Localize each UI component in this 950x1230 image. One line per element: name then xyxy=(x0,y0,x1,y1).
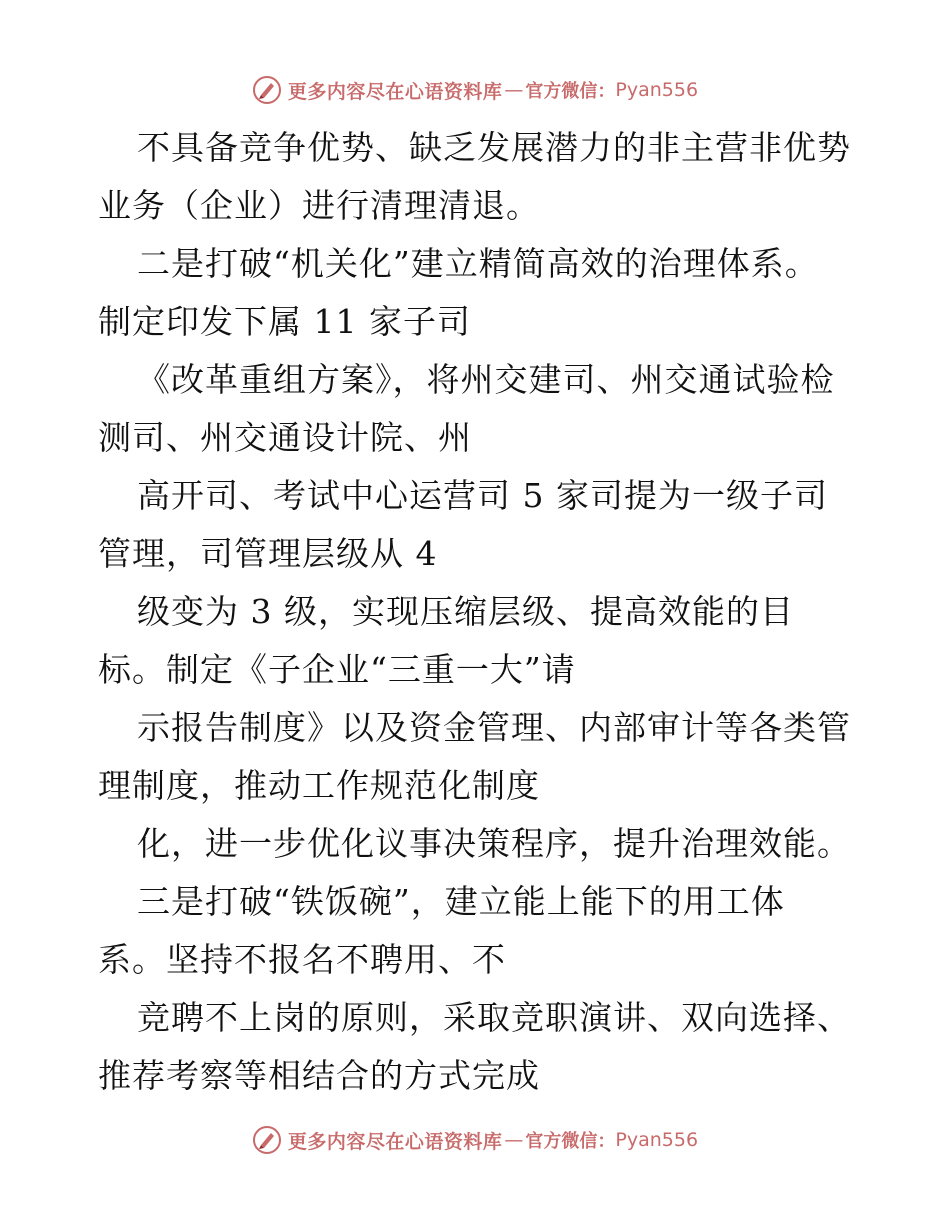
banner-sub-text: 官方微信： xyxy=(525,81,616,102)
text-line: 示报告制度》以及资金管理、内部审计等各类管 xyxy=(137,708,851,747)
text-line: 竞聘不上岗的原则，采取竞职演讲、双向选择、 xyxy=(137,998,851,1037)
text-line: 二是打破“机关化”建立精简高效的治理体系。 xyxy=(137,244,819,283)
text-line: 《改革重组方案》，将州交建司、州交通试验检 xyxy=(137,360,835,399)
banner-wechat-id: Pyan556 xyxy=(615,1129,699,1151)
text-line: 推荐考察等相结合的方式完成 xyxy=(98,1056,540,1095)
pen-logo-icon xyxy=(252,75,282,105)
text-line: 标。制定《子企业“三重一大”请 xyxy=(98,650,576,689)
text-line: 系。坚持不报名不聘用、不 xyxy=(98,940,506,979)
banner-dash: — xyxy=(504,79,524,101)
text-line: 级变为 3 级，实现压缩层级、提高效能的目 xyxy=(137,592,794,631)
text-line: 高开司、考试中心运营司 5 家司提为一级子司 xyxy=(137,476,828,515)
text-line: 制定印发下属 11 家子司 xyxy=(98,302,471,341)
banner-wechat-id: Pyan556 xyxy=(615,79,699,101)
text-line: 测司、州交通设计院、州 xyxy=(98,418,472,457)
banner-main-text: 更多内容尽在心语资料库 xyxy=(287,1130,503,1153)
banner-sub-text: 官方微信： xyxy=(525,1131,616,1152)
banner-dash: — xyxy=(504,1129,524,1151)
text-line: 理制度，推动工作规范化制度 xyxy=(98,766,540,805)
footer-banner xyxy=(0,1120,950,1160)
pen-logo-icon xyxy=(252,1125,282,1155)
text-line: 管理，司管理层级从 4 xyxy=(98,534,438,573)
text-line: 三是打破“铁饭碗”，建立能上能下的用工体 xyxy=(137,882,785,921)
text-line: 业务（企业）进行清理清退。 xyxy=(98,186,540,225)
text-line: 不具备竞争优势、缺乏发展潜力的非主营非优势 xyxy=(137,128,851,167)
banner-main-text: 更多内容尽在心语资料库 xyxy=(287,80,503,103)
text-line: 化，进一步优化议事决策程序，提升治理效能。 xyxy=(137,824,851,863)
header-banner xyxy=(0,70,950,110)
